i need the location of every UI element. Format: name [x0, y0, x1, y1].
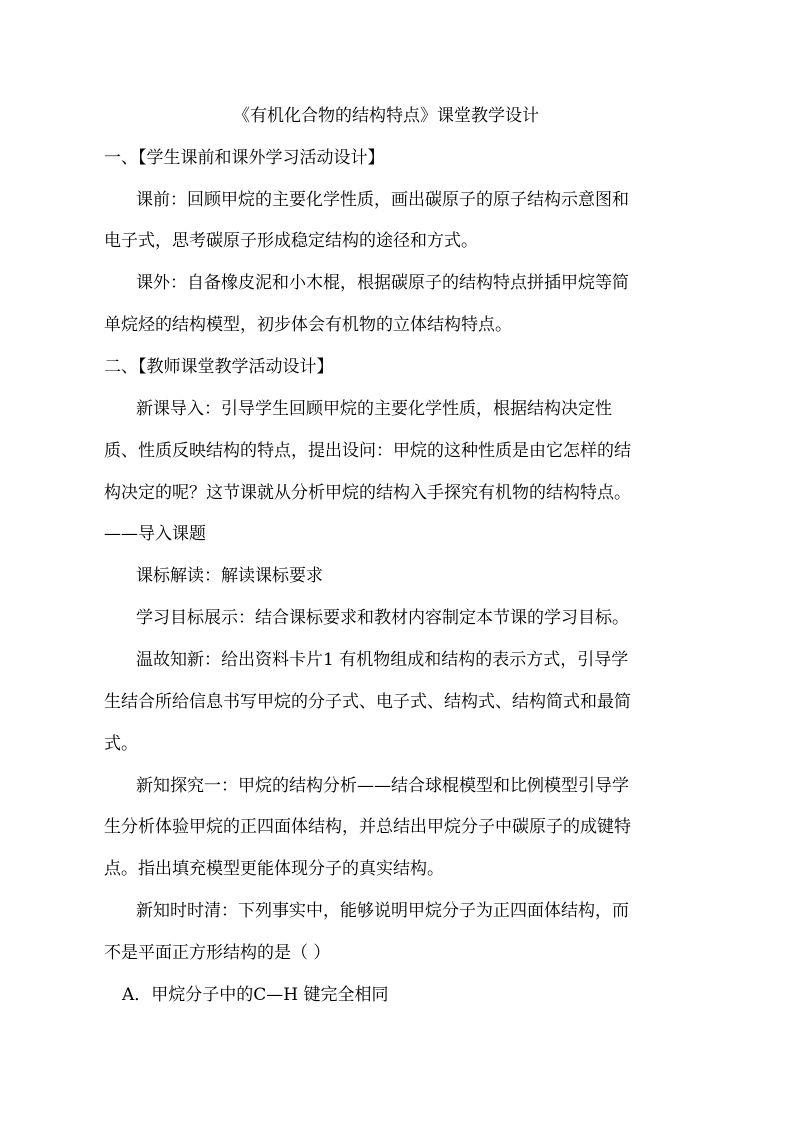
pre-class-text: 课前：回顾甲烷的主要化学性质，画出碳原子的原子结构示意图和 [136, 190, 629, 210]
document-title: 《有机化合物的结构特点》课堂教学设计 [233, 106, 539, 126]
curriculum-text: 课标解读：解读课标要求 [136, 566, 323, 586]
intro-text-cont-1: 质、性质反映结构的特点，提出设问：甲烷的这种性质是由它怎样的结 [104, 441, 631, 461]
intro-text-cont-2: 构决定的呢？这节课就从分析甲烷的结构入手探究有机物的结构特点。 [104, 483, 631, 503]
intro-text: 新课导入：引导学生回顾甲烷的主要化学性质，根据结构决定性 [136, 399, 612, 419]
extracurricular-text: 课外：自备橡皮泥和小木棍，根据碳原子的结构特点拼插甲烷等简 [136, 273, 629, 293]
section-2-heading: 二、【教师课堂教学活动设计】 [104, 357, 334, 377]
quiz-text-cont: 不是平面正方形结构的是（ ） [104, 943, 331, 963]
explore-text: 新知探究一：甲烷的结构分析——结合球棍模型和比例模型引导学 [136, 776, 629, 796]
intro-text-cont-3: ——导入课题 [104, 524, 206, 544]
option-a: A．甲烷分子中的C—H 键完全相同 [122, 985, 389, 1005]
extracurricular-text-cont: 单烷烃的结构模型，初步体会有机物的立体结构特点。 [104, 315, 512, 335]
quiz-text: 新知时时清：下列事实中，能够说明甲烷分子为正四面体结构，而 [136, 901, 629, 921]
explore-text-cont-1: 生分析体验甲烷的正四面体结构，并总结出甲烷分子中碳原子的成键特 [104, 817, 631, 837]
pre-class-text-cont: 电子式，思考碳原子形成稳定结构的途径和方式。 [104, 231, 478, 251]
objectives-text: 学习目标展示：结合课标要求和教材内容制定本节课的学习目标。 [136, 608, 629, 628]
review-text: 温故知新：给出资料卡片1 有机物组成和结构的表示方式，引导学 [136, 650, 629, 670]
section-1-heading: 一、【学生课前和课外学习活动设计】 [104, 148, 385, 168]
review-text-cont-1: 生结合所给信息书写甲烷的分子式、电子式、结构式、结构简式和最简 [104, 692, 631, 712]
review-text-cont-2: 式。 [104, 734, 138, 754]
explore-text-cont-2: 点。指出填充模型更能体现分子的真实结构。 [104, 859, 444, 879]
